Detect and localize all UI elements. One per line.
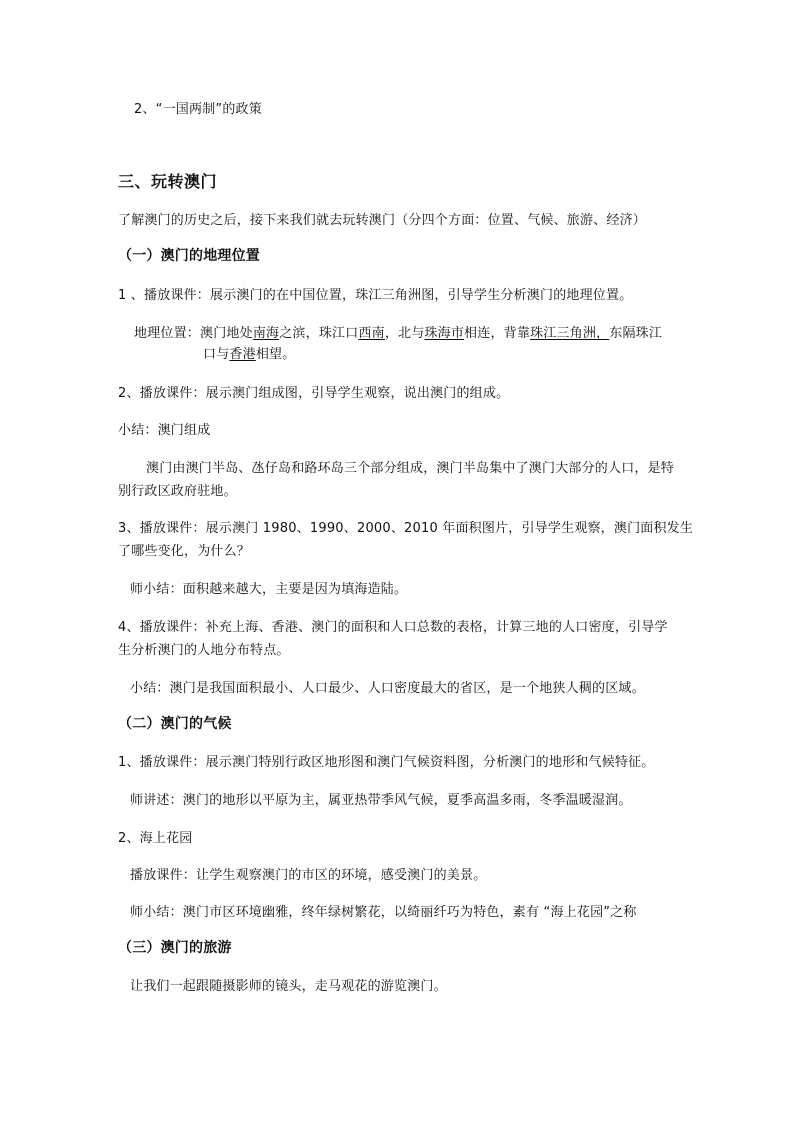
location-text: 相连，背靠 bbox=[464, 326, 531, 341]
geo-summary-label: 小结：澳门组成 bbox=[118, 423, 211, 438]
location-text: 地理位置：澳门地处 bbox=[134, 326, 253, 341]
teacher-talk-climate: 师讲述：澳门的地形以平原为主，属亚热带季风气候，夏季高温多雨，冬季温暖湿润。 bbox=[130, 793, 632, 808]
teacher-summary-garden: 师小结：澳门市区环境幽雅，终年绿树繁花，以绮丽纤巧为特色，素有 “海上花园”之称 bbox=[130, 905, 637, 920]
location-line-1 bbox=[134, 325, 662, 342]
tourism-heading: （三）澳门的旅游 bbox=[118, 940, 232, 956]
geo-heading: （一）澳门的地理位置 bbox=[118, 248, 260, 264]
location-text: ，北与 bbox=[384, 326, 425, 341]
geo-step-3-line-2: 了哪些变化，为什么？ bbox=[118, 544, 251, 559]
tourism-intro: 让我们一起跟随摄影师的镜头，走马观花的游览澳门。 bbox=[130, 979, 447, 994]
climate-step-2: 2、海上花园 bbox=[118, 831, 193, 846]
place-nanhai: 南海 bbox=[252, 326, 280, 341]
location-text: 相望。 bbox=[255, 347, 296, 362]
section-3-title: 三、玩转澳门 bbox=[118, 172, 218, 191]
composition-line-2: 别行政区政府驻地。 bbox=[118, 484, 237, 499]
summary-density: 小结：澳门是我国面积最小、人口最少、人口密度最大的省区，是一个地狭人稠的区域。 bbox=[130, 681, 645, 696]
location-line-2 bbox=[203, 346, 295, 363]
teacher-summary-area: 师小结：面积越来越大，主要是因为填海造陆。 bbox=[130, 582, 408, 597]
place-hongkong: 香港 bbox=[229, 347, 256, 362]
climate-heading: （二）澳门的气候 bbox=[118, 716, 232, 732]
courseware-garden: 播放课件：让学生观察澳门的市区的环境，感受澳门的美景。 bbox=[130, 868, 487, 883]
geo-step-3-line-1: 3、播放课件：展示澳门 1980、1990、2000、2010 年面积图片，引导学生观察，澳门面积发生 bbox=[118, 521, 694, 536]
place-zhuhai: 珠海市 bbox=[424, 326, 465, 341]
composition-line-1: 澳门由澳门半岛、氹仔岛和路环岛三个部分组成，澳门半岛集中了澳门大部分的人口，是特 bbox=[146, 461, 675, 476]
location-text: 口与 bbox=[203, 347, 230, 362]
item-policy: 2、“一国两制”的政策 bbox=[134, 102, 262, 117]
place-pearl-river-delta: 珠江三角洲， bbox=[530, 326, 610, 341]
location-text: 东隔珠江 bbox=[609, 326, 663, 341]
geo-step-4-line-1: 4、播放课件：补充上海、香港、澳门的面积和人口总数的表格，计算三地的人口密度，引导学 bbox=[118, 620, 668, 635]
climate-step-1: 1、播放课件：展示澳门特别行政区地形图和澳门气候资料图，分析澳门的地形和气候特征。 bbox=[118, 755, 655, 770]
location-text: 之滨，珠江口 bbox=[279, 326, 359, 341]
geo-step-4-line-2: 生分析澳门的人地分布特点。 bbox=[118, 643, 290, 658]
place-xinan: 西南 bbox=[358, 326, 385, 341]
section-3-intro: 了解澳门的历史之后，接下来我们就去玩转澳门（分四个方面：位置、气候、旅游、经济） bbox=[118, 213, 647, 228]
geo-step-2: 2、播放课件：展示澳门组成图，引导学生观察，说出澳门的组成。 bbox=[118, 386, 510, 401]
geo-step-1: 1 、播放课件：展示澳门的在中国位置，珠江三角洲图，引导学生分析澳门的地理位置。 bbox=[118, 288, 633, 303]
